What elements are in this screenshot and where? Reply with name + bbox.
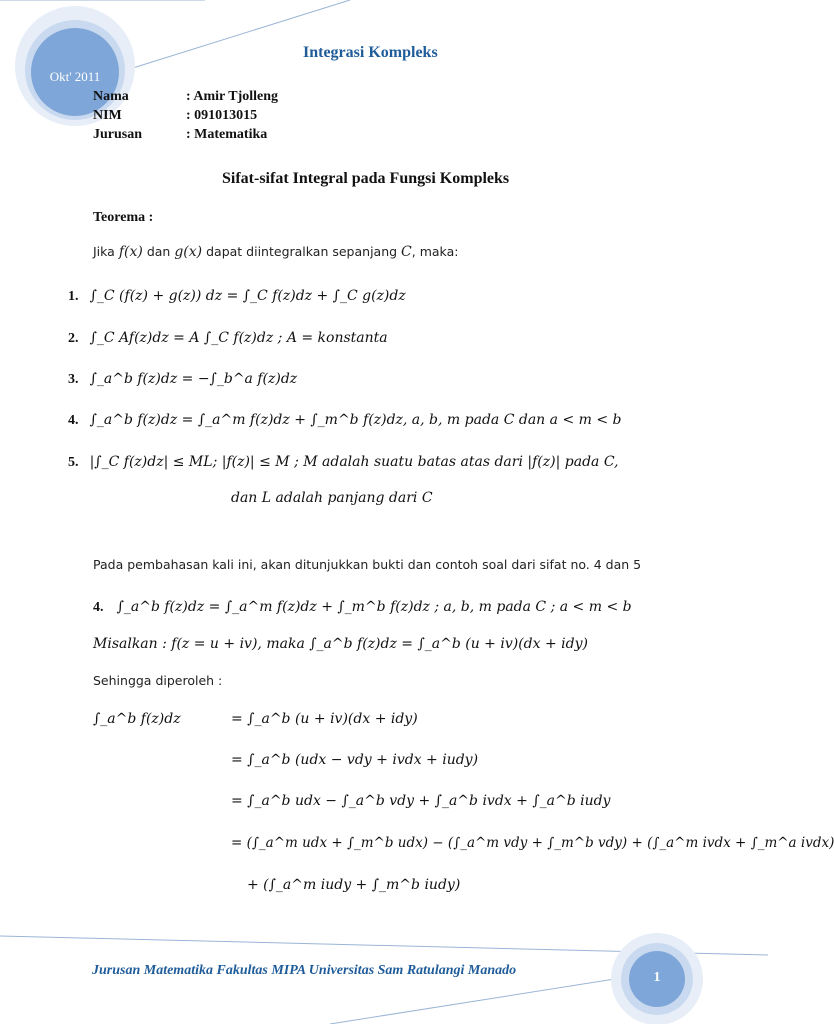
page-number: 1 — [653, 970, 661, 985]
property-formula: ∫_a^b f(z)dz = ∫_a^m f(z)dz + ∫_m^b f(z)dz, a, b, m pada C dan a < m < b — [89, 412, 622, 428]
property-formula: ∫_C Af(z)dz = A ∫_C f(z)dz ; A = konstanta — [89, 330, 388, 346]
property-number: 1. — [68, 289, 79, 304]
property-3 — [68, 368, 297, 388]
proof-step: = ∫_a^b (u + iv)(dx + idy) — [231, 711, 418, 727]
property-number: 2. — [68, 331, 79, 346]
property-number: 5. — [68, 455, 79, 470]
section-title: Sifat-sifat Integral pada Fungsi Kompleks — [222, 170, 510, 187]
property-formula: |∫_C f(z)dz| ≤ ML; |f(z)| ≤ M ; M adalah suatu batas atas dari |f(z)| pada C, — [89, 454, 619, 470]
property-formula: ∫_a^b f(z)dz = ∫_a^m f(z)dz + ∫_m^b f(z)dz ; a, b, m pada C ; a < m < b — [116, 599, 632, 615]
property-number: 4. — [68, 413, 79, 428]
theorem-intro: Jika f(x) dan g(x) dapat diintegralkan sepanjang C, maka: — [93, 244, 459, 260]
proof-transition: Sehingga diperoleh : — [93, 673, 223, 688]
meta-label: Jurusan — [93, 127, 143, 142]
property-formula: ∫_C (f(z) + g(z)) dz = ∫_C f(z)dz + ∫_C g(z)dz — [89, 288, 406, 304]
page-header-title: Integrasi Kompleks — [303, 44, 438, 61]
proof-step: = ∫_a^b udx − ∫_a^b vdy + ∫_a^b ivdx + ∫_a^b iudy — [231, 793, 611, 809]
property-5 — [68, 451, 619, 471]
meta-label: Nama — [93, 89, 129, 104]
property-formula: ∫_a^b f(z)dz = −∫_b^a f(z)dz — [89, 371, 298, 387]
proof-step: = ∫_a^b (udx − vdy + ivdx + iudy) — [231, 752, 479, 768]
proof-step: = (∫_a^m udx + ∫_m^b udx) − (∫_a^m vdy + ∫_m^b vdy) + (∫_a^m ivdx + ∫_m^a ivdx) — [231, 835, 834, 851]
property-5-continuation: dan L adalah panjang dari C — [231, 490, 433, 506]
page-footer: Jurusan Matematika Fakultas MIPA Universitas Sam Ratulangi Manado — [92, 963, 517, 978]
property-number: 4. — [93, 600, 104, 615]
date-badge: Okt' 2011 — [49, 69, 101, 84]
discussion-paragraph: Pada pembahasan kali ini, akan ditunjukkan bukti dan contoh soal dari sifat no. 4 dan 5 — [93, 557, 642, 572]
meta-value: : 091013015 — [186, 108, 258, 123]
property-1 — [68, 285, 406, 305]
property-4 — [68, 409, 622, 429]
proof-step: + (∫_a^m iudy + ∫_m^b iudy) — [247, 877, 461, 893]
proof-statement — [93, 596, 632, 616]
proof-substitution: Misalkan : f(z = u + iv), maka ∫_a^b f(z)dz = ∫_a^b (u + iv)(dx + idy) — [93, 636, 588, 652]
meta-value: : Amir Tjolleng — [186, 89, 279, 104]
proof-lhs: ∫_a^b f(z)dz — [93, 711, 181, 727]
property-number: 3. — [68, 372, 79, 387]
theorem-label: Teorema : — [93, 210, 154, 225]
meta-label: NIM — [93, 108, 122, 123]
property-2 — [68, 327, 388, 347]
meta-value: : Matematika — [186, 127, 268, 142]
